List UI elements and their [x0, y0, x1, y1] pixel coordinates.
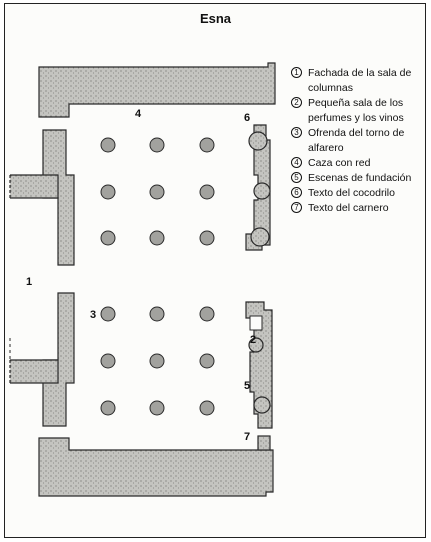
legend-text: Ofrenda del torno de alfarero — [308, 127, 405, 154]
legend-text: Caza con red — [308, 157, 371, 169]
column — [150, 401, 164, 415]
plan-label-6: 6 — [244, 112, 251, 124]
legend-text: Texto del cocodrilo — [308, 187, 395, 199]
column — [200, 185, 214, 199]
facade-south-extension — [10, 360, 58, 383]
legend-item — [291, 171, 423, 186]
legend-item — [291, 201, 423, 216]
column — [101, 354, 115, 368]
legend-number: 1 — [291, 67, 302, 78]
engaged-column — [254, 397, 270, 413]
legend-item — [291, 96, 423, 126]
east-corner-block — [258, 436, 270, 450]
plan-label-1: 1 — [26, 276, 33, 288]
legend — [291, 66, 423, 216]
legend-number: 7 — [291, 202, 302, 213]
legend-number: 6 — [291, 187, 302, 198]
column — [150, 354, 164, 368]
diagram-title: Esna — [199, 11, 232, 26]
legend-number: 5 — [291, 172, 302, 183]
column — [101, 138, 115, 152]
column — [101, 307, 115, 321]
column — [101, 401, 115, 415]
north-wall — [39, 63, 275, 117]
column — [150, 231, 164, 245]
facade-north-extension — [10, 175, 58, 198]
legend-item — [291, 186, 423, 201]
columns-north — [101, 138, 214, 245]
column — [101, 185, 115, 199]
column — [150, 185, 164, 199]
legend-item — [291, 66, 423, 96]
column — [200, 401, 214, 415]
south-wall — [39, 438, 273, 496]
legend-text: Pequeña sala de los perfumes y los vinos — [308, 97, 404, 124]
plan-label-3: 3 — [90, 309, 97, 321]
plan-label-5: 5 — [244, 380, 251, 392]
plan-label-7: 7 — [244, 431, 251, 443]
legend-text: Texto del carnero — [308, 202, 389, 214]
plan-label-2: 2 — [250, 334, 257, 346]
column — [200, 231, 214, 245]
engaged-column — [254, 183, 270, 199]
legend-number: 3 — [291, 127, 302, 138]
column — [150, 138, 164, 152]
legend-text: Escenas de fundación — [308, 172, 412, 184]
legend-item — [291, 156, 423, 171]
engaged-column — [251, 228, 269, 246]
engaged-column — [249, 132, 267, 150]
plan-label-4: 4 — [135, 108, 142, 120]
column — [101, 231, 115, 245]
legend-number: 4 — [291, 157, 302, 168]
column — [200, 138, 214, 152]
column — [150, 307, 164, 321]
perfume-room — [250, 316, 262, 330]
legend-number: 2 — [291, 97, 302, 108]
legend-text: Fachada de la sala de columnas — [308, 67, 412, 94]
columns-south — [101, 307, 214, 415]
column — [200, 307, 214, 321]
column — [200, 354, 214, 368]
legend-item — [291, 126, 423, 156]
